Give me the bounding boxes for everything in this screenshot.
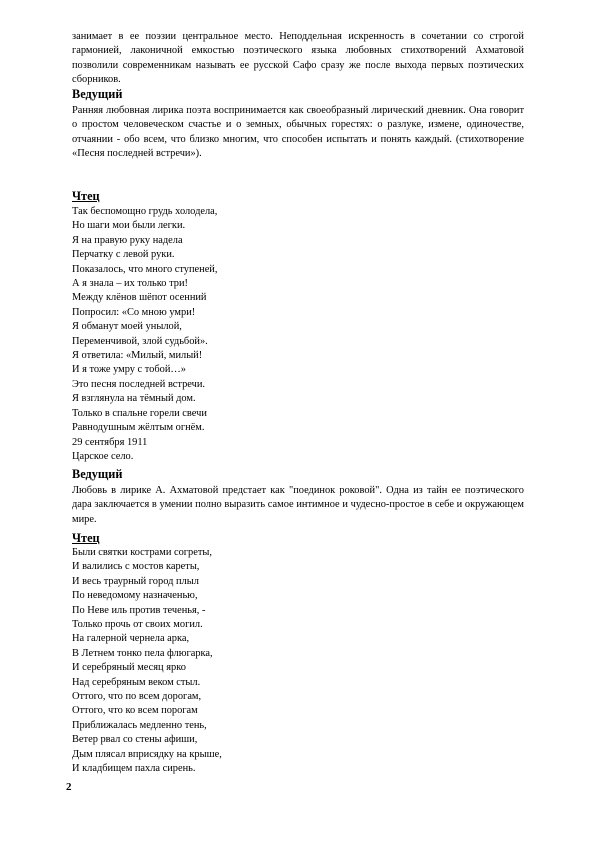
poem-line: Перчатку с левой руки.: [72, 249, 175, 261]
poem-line: Только прочь от своих могил.: [72, 619, 203, 631]
poem-line: Оттого, что по всем дорогам,: [72, 691, 202, 703]
heading-presenter: Ведущий: [72, 87, 123, 101]
poem-line: И валились с мостов кареты,: [72, 561, 200, 573]
poem-line: И весь траурный город плыл: [72, 575, 199, 587]
page-number: 2: [66, 781, 72, 793]
poem-line: Оттого, что ко всем порогам: [72, 705, 198, 717]
poem-line: Между клёнов шёпот осенний: [72, 292, 207, 304]
poem-line: Это песня последней встречи.: [72, 378, 205, 390]
poem-last-meeting: [72, 205, 524, 464]
intro-paragraph: занимает в ее поэзии центральное место. Неподдельная искренность в сочетании со строгой гармонией, лаконичной емкостью поэтического языка любовных стихотворений Ахматовой позволили современникам называть ее русской Сафо сразу же после выхода первых поэтических сборников.: [72, 31, 524, 86]
poem-christmastide: [72, 546, 524, 777]
poem-line: В Летнем тонко пела флюгарка,: [72, 647, 213, 659]
poem-line: Ветер рвал со стены афиши,: [72, 734, 198, 746]
poem-line: И я тоже умру с тобой…»: [72, 364, 186, 376]
poem-line: И кладбищем пахла сирень.: [72, 763, 196, 775]
poem-line: Так беспомощно грудь холодела,: [72, 206, 218, 217]
poem-line: Я обманут моей унылой,: [72, 321, 182, 333]
heading-presenter: Ведущий: [72, 467, 123, 481]
poem-line: Равнодушным жёлтым огнём.: [72, 422, 205, 434]
poem-line: А я знала – их только три!: [72, 278, 188, 290]
poem-line: И серебряный месяц ярко: [72, 662, 186, 674]
poem-line: Переменчивой, злой судьбой».: [72, 335, 208, 347]
poem-line: По неведомому назначенью,: [72, 590, 198, 602]
poem-line: Но шаги мои были легки.: [72, 220, 186, 232]
poem-line: По Неве иль против теченья, -: [72, 604, 206, 616]
poem-line: Были святки кострами согреты,: [72, 547, 212, 558]
poem-line: Только в спальне горели свечи: [72, 407, 207, 419]
heading-reader: Чтец: [72, 189, 100, 203]
poem-line: Я на правую руку надела: [72, 234, 183, 246]
heading-reader: Чтец: [72, 531, 100, 545]
poem-line: Попросил: «Со мною умри!: [72, 306, 196, 318]
poem-line: Над серебряным веком стыл.: [72, 676, 201, 688]
poem-line: Я ответила: «Милый, милый!: [72, 350, 203, 362]
paragraph-early-love-lyrics: Ранняя любовная лирика поэта воспринимается как своеобразный лирический дневник. Она говорит о простом человеческом счастье и о земных, обычных горестях: о разлуке, измене, одиночестве, отчаянии - обо всем, что близко многим, что способен испытать и понять каждый. (стихотворение «Песня последней встречи»).: [72, 105, 524, 160]
poem-line: На галерной чернела арка,: [72, 633, 190, 645]
paragraph-fatal-duel: Любовь в лирике А. Ахматовой предстает как "поединок роковой". Одна из тайн ее поэтического дара заключается в умении полно выразить самое интимное и чудесно-простое в себе и окружающем мире.: [72, 485, 524, 525]
poem-line: Показалось, что много ступеней,: [72, 263, 218, 275]
poem-place: Царское село.: [72, 450, 134, 462]
poem-line: Дым плясал вприсядку на крыше,: [72, 748, 222, 760]
poem-date: 29 сентября 1911: [72, 436, 148, 448]
poem-line: Я взглянула на тёмный дом.: [72, 393, 196, 405]
poem-line: Приближалась медленно тень,: [72, 719, 207, 731]
